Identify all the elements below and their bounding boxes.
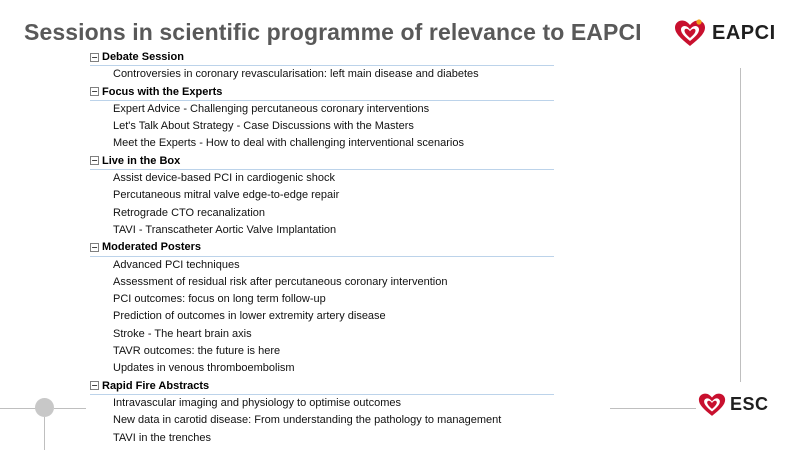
group-name: Rapid Fire Abstracts bbox=[102, 379, 210, 392]
group-header[interactable] bbox=[90, 153, 554, 170]
slide-title: Sessions in scientific programme of relevance to EAPCI bbox=[24, 19, 642, 45]
group-name: Moderated Posters bbox=[102, 241, 202, 254]
list-item: Controversies in coronary revascularisation: left main disease and diabetes bbox=[113, 68, 479, 81]
divider-vertical bbox=[740, 68, 741, 382]
collapse-icon[interactable]: − bbox=[91, 87, 98, 97]
list-item: Advanced PCI techniques bbox=[113, 258, 240, 271]
list-item: Updates in venous thromboembolism bbox=[113, 362, 295, 375]
divider-bottom-right bbox=[610, 408, 696, 409]
group-header[interactable] bbox=[90, 84, 554, 101]
divider-bottom-mid bbox=[54, 408, 86, 409]
eapci-logo bbox=[674, 19, 776, 47]
list-item: Percutaneous mitral valve edge-to-edge repair bbox=[113, 189, 340, 202]
list-item: Assist device-based PCI in cardiogenic shock bbox=[113, 172, 335, 185]
list-item: TAVI in the trenches bbox=[113, 431, 212, 444]
divider-bottom-left bbox=[0, 408, 36, 409]
list-item: Expert Advice - Challenging percutaneous coronary interventions bbox=[113, 102, 430, 115]
collapse-icon[interactable]: − bbox=[91, 52, 98, 62]
list-item: Let's Talk About Strategy - Case Discussions with the Masters bbox=[113, 120, 414, 133]
heart-icon bbox=[698, 392, 726, 417]
list-item: TAVI - Transcatheter Aortic Valve Implantation bbox=[113, 223, 337, 236]
list-item: Retrograde CTO recanalization bbox=[113, 206, 266, 219]
list-item: Intravascular imaging and physiology to optimise outcomes bbox=[113, 396, 401, 409]
divider-vertical-left bbox=[44, 417, 45, 450]
list-item: Meet the Experts - How to deal with challenging interventional scenarios bbox=[113, 137, 464, 150]
list-item: Prediction of outcomes in lower extremity artery disease bbox=[113, 310, 386, 323]
group-name: Live in the Box bbox=[102, 154, 181, 167]
eapci-logo-text: EAPCI bbox=[712, 21, 776, 44]
list-item: TAVR outcomes: the future is here bbox=[113, 345, 281, 358]
esc-logo bbox=[698, 392, 769, 417]
esc-logo-text: ESC bbox=[730, 394, 769, 414]
group-header[interactable] bbox=[90, 378, 554, 395]
collapse-icon[interactable]: − bbox=[91, 242, 98, 252]
group-header[interactable] bbox=[90, 239, 554, 256]
collapse-icon[interactable]: − bbox=[91, 381, 98, 391]
list-item: Assessment of residual risk after percutaneous coronary intervention bbox=[113, 275, 448, 288]
collapse-icon[interactable]: − bbox=[91, 156, 98, 166]
decorative-circle bbox=[35, 398, 54, 417]
list-item: New data in carotid disease: From understanding the pathology to management bbox=[113, 414, 502, 427]
session-outline bbox=[90, 49, 554, 447]
list-item: PCI outcomes: focus on long term follow-up bbox=[113, 293, 326, 306]
list-item: Stroke - The heart brain axis bbox=[113, 327, 252, 340]
group-name: Focus with the Experts bbox=[102, 85, 223, 98]
heart-icon bbox=[674, 19, 706, 47]
group-name: Debate Session bbox=[102, 51, 184, 64]
group-header[interactable] bbox=[90, 49, 554, 66]
